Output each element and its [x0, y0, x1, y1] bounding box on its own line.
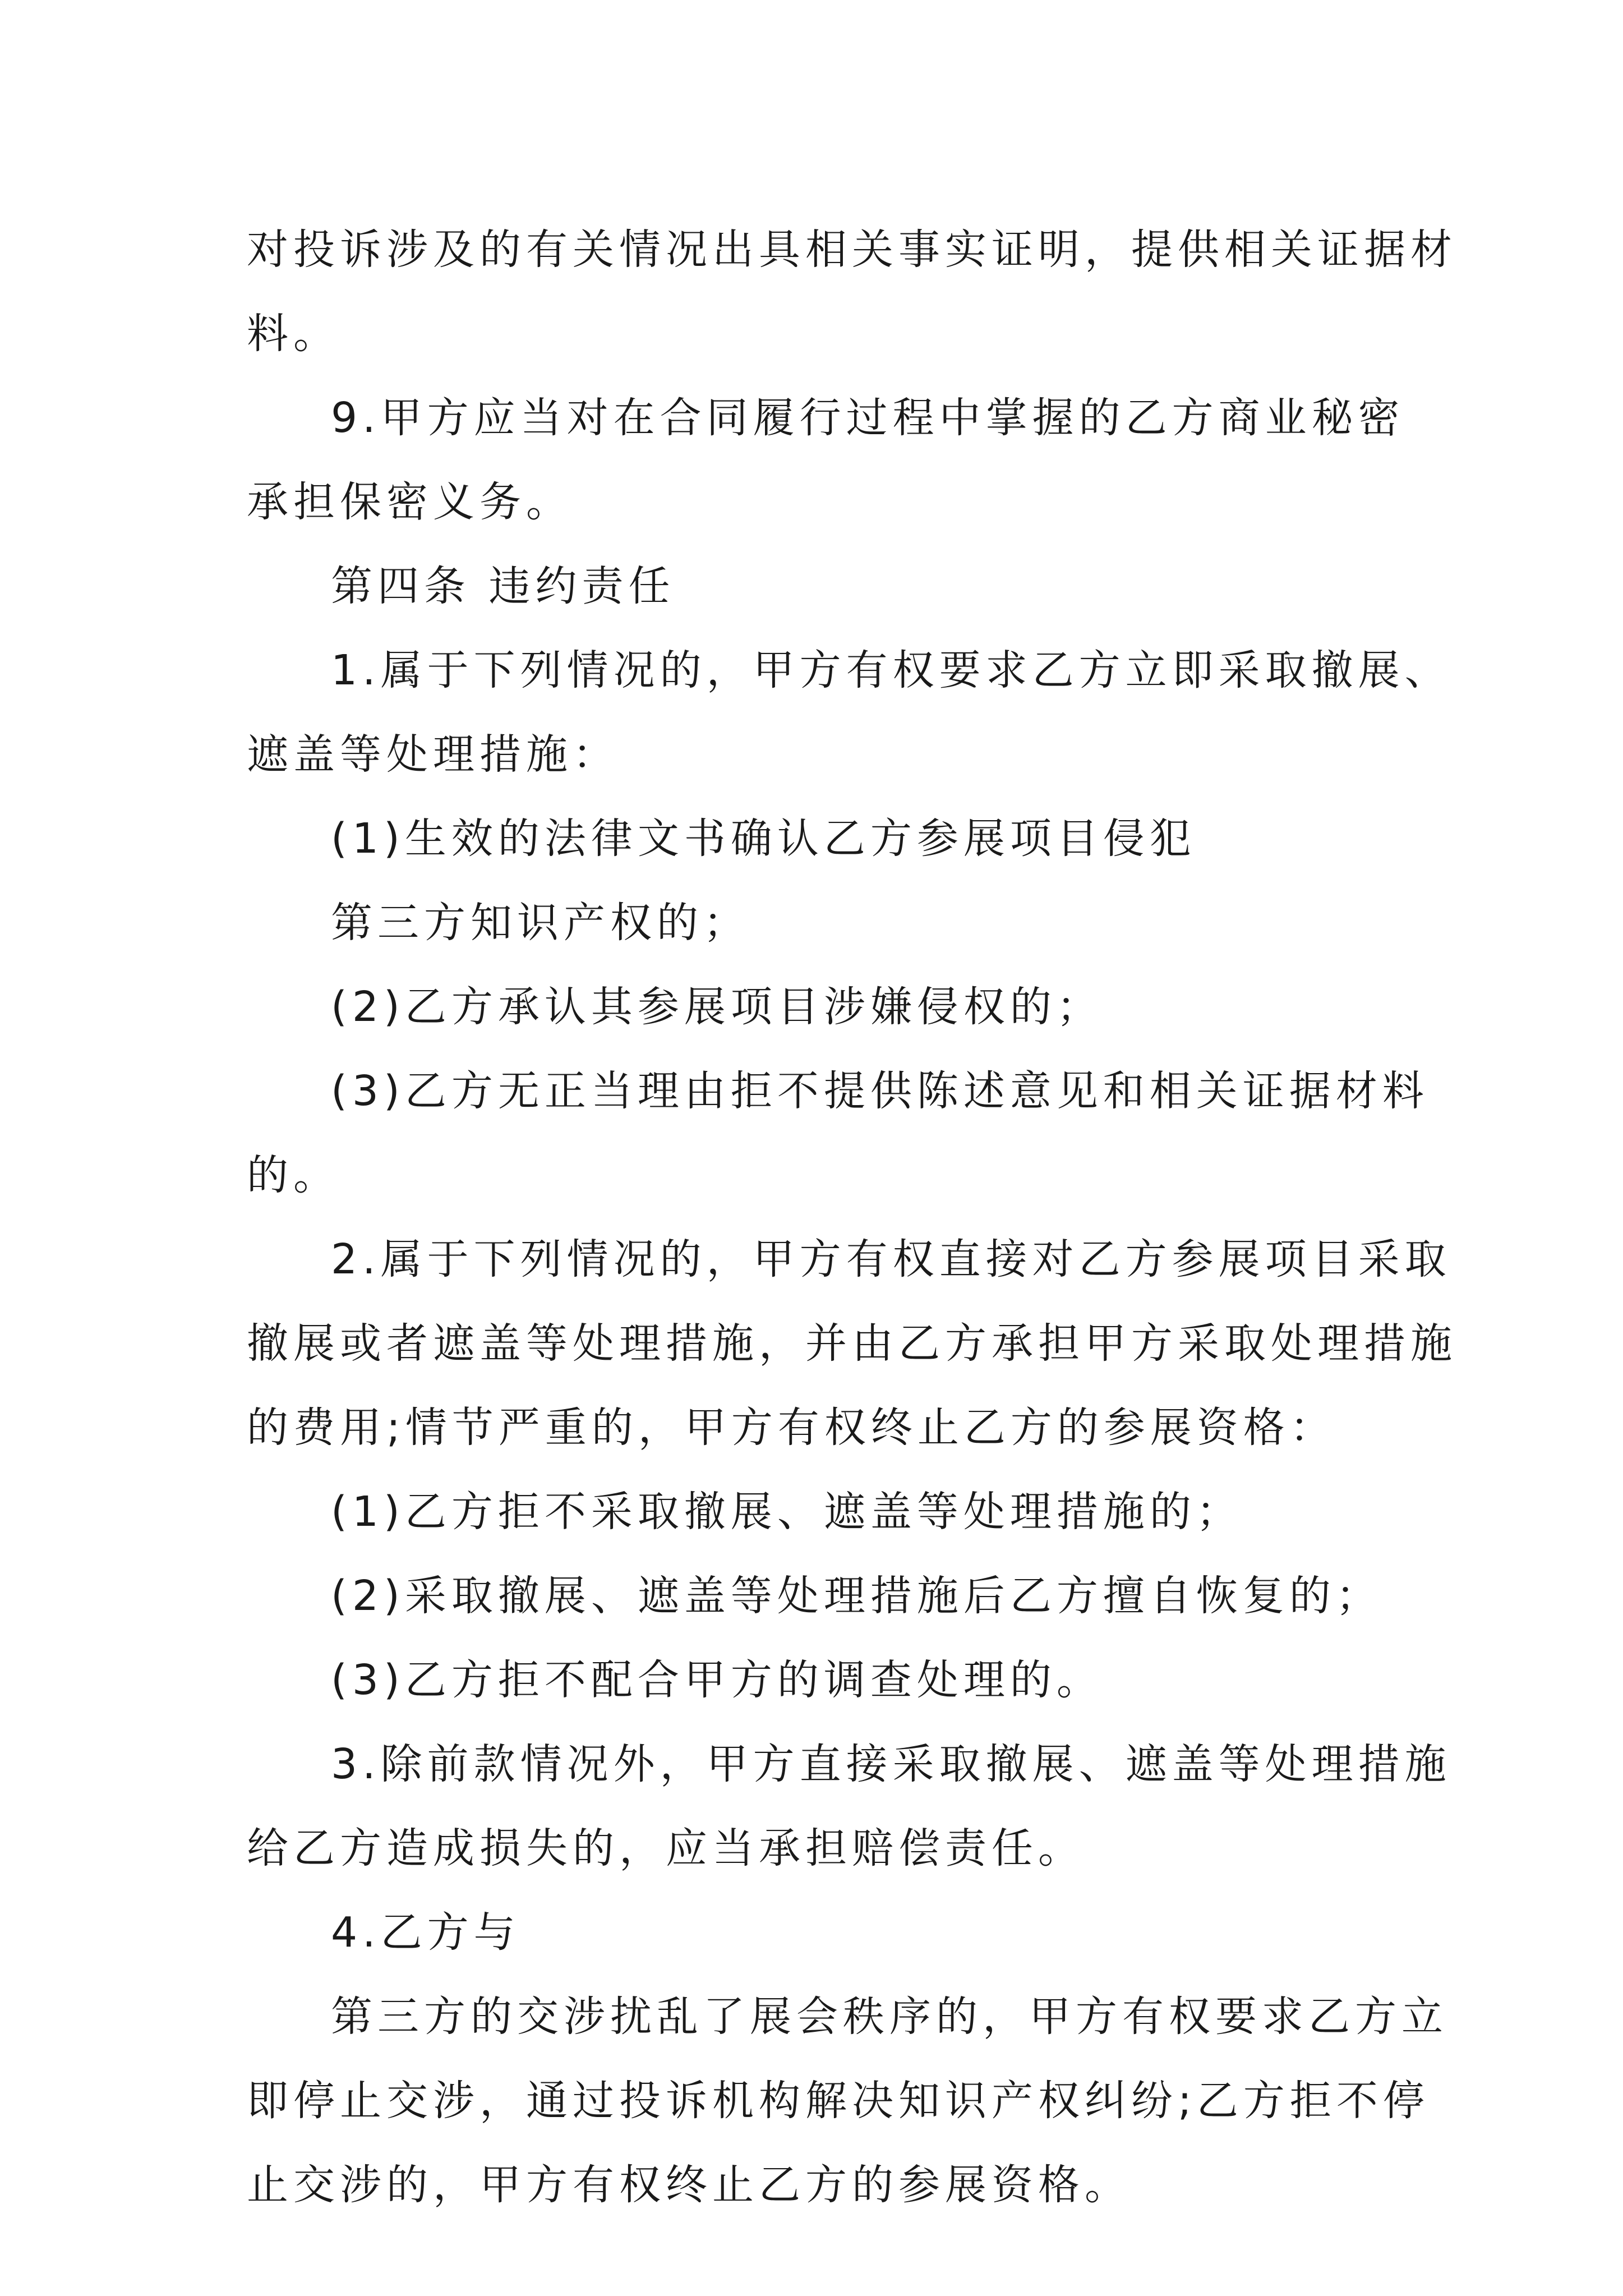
text-line: 止交涉的，甲方有权终止乙方的参展资格。 — [247, 2161, 1131, 2209]
text-line: (2)乙方承认其参展项目涉嫌侵权的； — [331, 983, 1103, 1031]
text-line: 给乙方造成损失的，应当承担赔偿责任。 — [247, 1824, 1085, 1872]
text-line: (3)乙方无正当理由拒不提供陈述意见和相关证据材料 — [331, 1067, 1429, 1115]
text-line: 第三方知识产权的； — [331, 899, 750, 947]
text-line: 料。 — [247, 310, 340, 358]
text-line: 3.除前款情况外，甲方直接采取撤展、遮盖等处理措施 — [331, 1740, 1451, 1788]
text-line: 第三方的交涉扰乱了展会秩序的，甲方有权要求乙方立 — [331, 1993, 1448, 2041]
text-line: 9.甲方应当对在合同履行过程中掌握的乙方商业秘密 — [331, 394, 1405, 442]
text-line: 2.属于下列情况的，甲方有权直接对乙方参展项目采取 — [331, 1235, 1451, 1283]
text-line: (1)生效的法律文书确认乙方参展项目侵犯 — [331, 815, 1196, 863]
text-line: 承担保密义务。 — [247, 478, 573, 526]
text-line: 对投诉涉及的有关情况出具相关事实证明，提供相关证据材 — [247, 226, 1457, 274]
text-line: 的。 — [247, 1151, 340, 1199]
text-line: (1)乙方拒不采取撤展、遮盖等处理措施的； — [331, 1488, 1243, 1536]
text-line: 4.乙方与 — [331, 1908, 520, 1957]
section-heading: 第四条 违约责任 — [331, 562, 675, 610]
text-line: 的费用;情节严重的，甲方有权终止乙方的参展资格： — [247, 1404, 1336, 1452]
text-line: 即停止交涉，通过投诉机构解决知识产权纠纷;乙方拒不停 — [247, 2077, 1430, 2125]
text-line: 1.属于下列情况的，甲方有权要求乙方立即采取撤展、 — [331, 646, 1451, 694]
text-line: 遮盖等处理措施： — [247, 730, 619, 779]
text-line: 撤展或者遮盖等处理措施，并由乙方承担甲方采取处理措施 — [247, 1319, 1457, 1368]
text-line: (2)采取撤展、遮盖等处理措施后乙方擅自恢复的； — [331, 1572, 1382, 1620]
text-line: (3)乙方拒不配合甲方的调查处理的。 — [331, 1656, 1103, 1704]
document-body — [247, 208, 1457, 2227]
